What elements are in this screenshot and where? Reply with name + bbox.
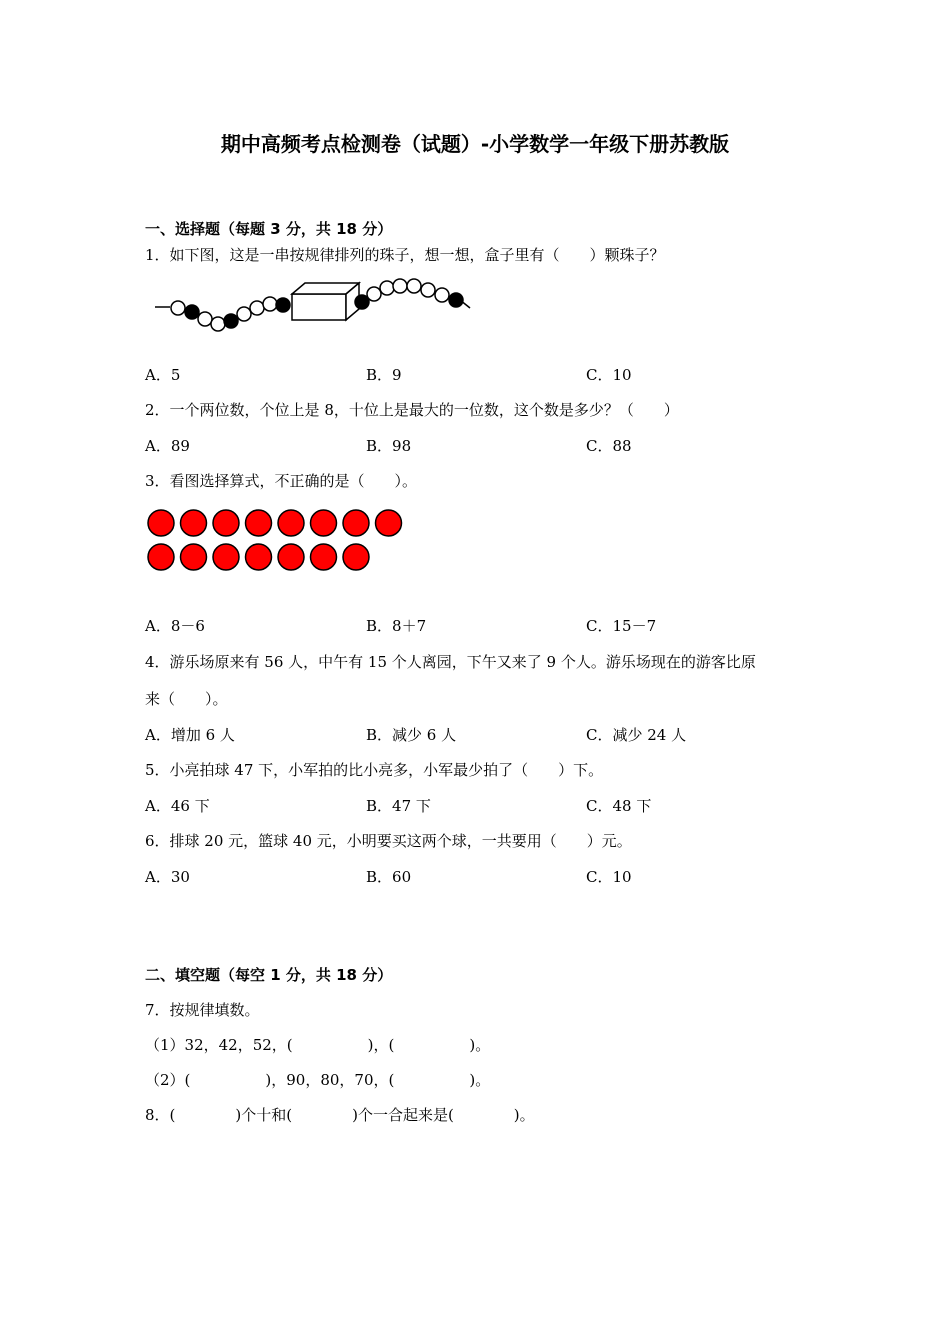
- bead-white: [435, 288, 449, 302]
- red-dot: [343, 544, 369, 570]
- question-3: 3．看图选择算式，不正确的是（ ）。: [145, 472, 418, 490]
- question-6: 6．排球 20 元，篮球 40 元，小明要买这两个球，一共要用（ ）元。: [145, 832, 632, 850]
- section-heading-choice: 一、选择题（每题 3 分，共 18 分）: [145, 220, 393, 238]
- q5-option-a: A．46 下: [145, 797, 210, 815]
- red-dot: [213, 544, 239, 570]
- question-7-part-1: （1）32，42，52，( )，( )。: [145, 1036, 491, 1054]
- bead-white: [171, 301, 185, 315]
- q1-option-c: C．10: [586, 366, 632, 384]
- question-1: 1．如下图，这是一串按规律排列的珠子，想一想，盒子里有（ ）颗珠子？: [145, 246, 665, 264]
- q3-option-a: A．8－6: [145, 617, 205, 635]
- bead-black: [185, 305, 199, 319]
- red-dot: [343, 510, 369, 536]
- q2-option-b: B．98: [366, 437, 412, 455]
- q2-option-a: A．89: [145, 437, 190, 455]
- red-dot: [148, 510, 174, 536]
- q6-option-c: C．10: [586, 868, 632, 886]
- red-dot: [181, 510, 207, 536]
- q5-option-b: B．47 下: [366, 797, 431, 815]
- red-dots-figure: [145, 505, 407, 577]
- red-dot: [181, 544, 207, 570]
- question-4-continued: 来（ ）。: [145, 690, 228, 708]
- red-dot: [246, 510, 272, 536]
- bead-white: [263, 297, 277, 311]
- q4-option-a: A．增加 6 人: [145, 726, 235, 744]
- red-dot: [213, 510, 239, 536]
- q4-option-b: B．减少 6 人: [366, 726, 457, 744]
- red-dot: [311, 544, 337, 570]
- bead-black: [276, 298, 290, 312]
- q3-option-c: C．15－7: [586, 617, 657, 635]
- bead-black: [449, 293, 463, 307]
- red-dot: [376, 510, 402, 536]
- bead-white: [393, 279, 407, 293]
- page-title: 期中高频考点检测卷（试题）-小学数学一年级下册苏教版: [220, 132, 730, 156]
- q6-option-b: B．60: [366, 868, 412, 886]
- bead-white: [367, 287, 381, 301]
- section-heading-fill: 二、填空题（每空 1 分，共 18 分）: [145, 966, 393, 984]
- bead-black: [224, 314, 238, 328]
- bead-white: [237, 307, 251, 321]
- red-dot: [278, 510, 304, 536]
- question-5: 5．小亮拍球 47 下，小军拍的比小亮多，小军最少拍了（ ）下。: [145, 761, 604, 779]
- question-4: 4．游乐场原来有 56 人，中午有 15 个人离园，下午又来了 9 个人。游乐场现在的游客比原: [145, 653, 756, 671]
- q3-option-b: B．8＋7: [366, 617, 427, 635]
- bead-string-figure: [150, 272, 480, 334]
- q5-option-c: C．48 下: [586, 797, 652, 815]
- bead-white: [211, 317, 225, 331]
- red-dot: [148, 544, 174, 570]
- q1-option-a: A．5: [145, 366, 181, 384]
- red-dot: [246, 544, 272, 570]
- red-dot: [278, 544, 304, 570]
- question-7-part-2: （2）( )，90，80，70，( )。: [145, 1071, 491, 1089]
- q2-option-c: C．88: [586, 437, 632, 455]
- question-7: 7．按规律填数。: [145, 1001, 260, 1019]
- bead-white: [380, 281, 394, 295]
- bead-white: [198, 312, 212, 326]
- bead-white: [250, 301, 264, 315]
- red-dot: [311, 510, 337, 536]
- q1-option-b: B．9: [366, 366, 402, 384]
- question-2: 2．一个两位数，个位上是 8，十位上是最大的一位数，这个数是多少？（ ）: [145, 401, 679, 419]
- bead-white: [421, 283, 435, 297]
- bead-white: [407, 279, 421, 293]
- box-shape: [292, 283, 359, 320]
- q6-option-a: A．30: [145, 868, 190, 886]
- question-8: 8．( )个十和( )个一合起来是( )。: [145, 1106, 535, 1124]
- q4-option-c: C．减少 24 人: [586, 726, 687, 744]
